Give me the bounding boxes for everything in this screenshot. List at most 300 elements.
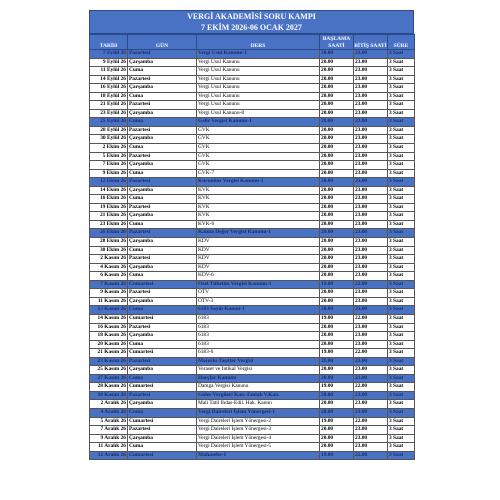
course-cell: Vergi Daireleri İşlem Yönergesi-2	[197, 417, 320, 426]
date-cell: 9 Ekim 26	[90, 169, 128, 178]
start-time-cell: 20.00	[320, 135, 354, 144]
end-time-cell: 23.00	[354, 212, 388, 221]
schedule-sheet	[89, 10, 414, 460]
table-row	[90, 212, 415, 221]
table-row	[90, 220, 415, 229]
table-row	[90, 58, 415, 67]
day-cell: Çarşamba	[128, 109, 197, 118]
duration-cell: 3 Saat	[388, 220, 415, 229]
duration-cell: 3 Saat	[388, 391, 415, 400]
end-time-cell: 23.00	[354, 263, 388, 272]
table-row	[90, 443, 415, 452]
duration-cell: 3 Saat	[388, 434, 415, 443]
start-time-cell: 20.00	[320, 178, 354, 187]
end-time-cell: 23.00	[354, 255, 388, 264]
end-time-cell: 23.00	[354, 161, 388, 170]
end-time-cell: 23.00	[354, 75, 388, 84]
date-cell: 2 Aralık 26	[90, 400, 128, 409]
day-cell: Cuma	[128, 92, 197, 101]
table-row	[90, 357, 415, 366]
date-cell: 2 Kasım 26	[90, 255, 128, 264]
duration-cell: 3 Saat	[388, 357, 415, 366]
date-cell: 23 Ekim 26	[90, 220, 128, 229]
table-row	[90, 417, 415, 426]
table-row	[90, 195, 415, 204]
end-time-cell: 23.00	[354, 67, 388, 76]
course-cell: Gelir Vergisi Kanunu-1	[197, 118, 320, 127]
day-cell: Cumartesi	[128, 383, 197, 392]
table-row	[90, 255, 415, 264]
end-time-cell: 23.00	[354, 391, 388, 400]
day-cell: Pazartesi	[128, 357, 197, 366]
duration-cell: 3 Saat	[388, 349, 415, 358]
schedule-title	[89, 10, 414, 34]
date-cell: 5 Aralık 26	[90, 417, 128, 426]
start-time-cell: 20.00	[320, 109, 354, 118]
date-cell: 7 Ekim 26	[90, 161, 128, 170]
course-cell: KVK	[197, 195, 320, 204]
start-time-cell: 20.00	[320, 246, 354, 255]
date-cell: 21 Kasım 26	[90, 349, 128, 358]
table-row	[90, 340, 415, 349]
day-cell: Çarşamba	[128, 161, 197, 170]
day-cell: Pazartesi	[128, 75, 197, 84]
day-cell: Cuma	[128, 306, 197, 315]
date-cell: 25 Eylül 26	[90, 118, 128, 127]
end-time-cell: 23.00	[354, 178, 388, 187]
day-cell: Cuma	[128, 169, 197, 178]
date-cell: 18 Kasım 26	[90, 332, 128, 341]
duration-cell: 3 Saat	[388, 161, 415, 170]
date-cell: 14 Kasım 26	[90, 314, 128, 323]
duration-cell: 3 Saat	[388, 229, 415, 238]
table-row	[90, 332, 415, 341]
start-time-cell: 19.00	[320, 417, 354, 426]
table-row	[90, 118, 415, 127]
end-time-cell: 23.00	[354, 374, 388, 383]
end-time-cell: 23.00	[354, 323, 388, 332]
date-cell: 21 Ekim 26	[90, 212, 128, 221]
end-time-cell: 23.00	[354, 289, 388, 298]
day-cell: Pazartesi	[128, 101, 197, 110]
course-cell: 6183 Sayılı Kanun-1	[197, 306, 320, 315]
duration-cell: 3 Saat	[388, 152, 415, 161]
duration-cell: 3 Saat	[388, 272, 415, 281]
date-cell: 9 Aralık 26	[90, 434, 128, 443]
date-cell: 20 Kasım 26	[90, 340, 128, 349]
date-cell: 7 Eylül 26	[90, 50, 128, 59]
day-cell: Cumartesi	[128, 280, 197, 289]
course-cell: KVK	[197, 186, 320, 195]
course-cell: Vergi Usul Kanunu	[197, 58, 320, 67]
day-cell: Çarşamba	[128, 186, 197, 195]
duration-cell: 3 Saat	[388, 101, 415, 110]
course-cell: KDV	[197, 238, 320, 247]
course-cell: Vergi Daireleri İşlem Yönergesi-3	[197, 426, 320, 435]
table-row	[90, 144, 415, 153]
table-row	[90, 246, 415, 255]
table-row	[90, 169, 415, 178]
date-cell: 9 Eylül 26	[90, 58, 128, 67]
start-time-cell: 20.00	[320, 195, 354, 204]
course-cell: Gider Vergileri Kan.-Emlak V.Kan.	[197, 391, 320, 400]
day-cell: Çarşamba	[128, 434, 197, 443]
duration-cell: 3 Saat	[388, 374, 415, 383]
table-row	[90, 374, 415, 383]
start-time-cell: 20.00	[320, 238, 354, 247]
end-time-cell: 23.00	[354, 152, 388, 161]
schedule-rows	[90, 50, 415, 460]
course-cell: Mali Tatil İhdas-Edil. Hak. Kanun	[197, 400, 320, 409]
end-time-cell: 23.00	[354, 426, 388, 435]
duration-cell: 3 Saat	[388, 92, 415, 101]
end-time-cell: 23.00	[354, 306, 388, 315]
course-cell: GVK	[197, 126, 320, 135]
duration-cell: 3 Saat	[388, 67, 415, 76]
duration-cell: 3 Saat	[388, 144, 415, 153]
table-row	[90, 152, 415, 161]
day-cell: Pazartesi	[128, 50, 197, 59]
course-cell: Vergi Daireleri İşlem Yönergesi-5	[197, 443, 320, 452]
course-cell: KDV	[197, 246, 320, 255]
end-time-cell: 23.00	[354, 101, 388, 110]
start-time-cell: 20.00	[320, 84, 354, 93]
duration-cell: 3 Saat	[388, 178, 415, 187]
end-time-cell: 23.00	[354, 50, 388, 59]
duration-cell: 3 Saat	[388, 340, 415, 349]
duration-cell: 3 Saat	[388, 195, 415, 204]
duration-cell: 3 Saat	[388, 332, 415, 341]
date-cell: 28 Kasım 26	[90, 383, 128, 392]
table-row	[90, 126, 415, 135]
start-time-cell: 20.00	[320, 263, 354, 272]
date-cell: 11 Aralık 26	[90, 443, 128, 452]
start-time-cell: 20.00	[320, 408, 354, 417]
course-cell: Özel Tüketim Vergisi Kanunu-1	[197, 280, 320, 289]
day-cell: Cuma	[128, 408, 197, 417]
table-row	[90, 238, 415, 247]
day-cell: Çarşamba	[128, 84, 197, 93]
duration-cell: 3 Saat	[388, 255, 415, 264]
day-cell: Cumartesi	[128, 349, 197, 358]
day-cell: Pazartesi	[128, 323, 197, 332]
day-cell: Çarşamba	[128, 212, 197, 221]
duration-cell: 3 Saat	[388, 246, 415, 255]
date-cell: 27 Kasım 26	[90, 374, 128, 383]
end-time-cell: 23.00	[354, 84, 388, 93]
date-cell: 5 Ekim 26	[90, 152, 128, 161]
course-cell: ÖTV-3	[197, 297, 320, 306]
table-row	[90, 272, 415, 281]
end-time-cell: 23.00	[354, 332, 388, 341]
table-row	[90, 306, 415, 315]
end-time-cell: 23.00	[354, 109, 388, 118]
table-row	[90, 135, 415, 144]
end-time-cell: 23.00	[354, 203, 388, 212]
end-time-cell: 23.00	[354, 238, 388, 247]
end-time-cell: 23.00	[354, 297, 388, 306]
end-time-cell: 22.00	[354, 451, 388, 460]
end-time-cell: 23.00	[354, 434, 388, 443]
end-time-cell: 23.00	[354, 144, 388, 153]
start-time-cell: 20.00	[320, 75, 354, 84]
course-cell: KDV	[197, 255, 320, 264]
day-cell: Cuma	[128, 118, 197, 127]
day-cell: Cuma	[128, 443, 197, 452]
end-time-cell: 23.00	[354, 186, 388, 195]
day-cell: Çarşamba	[128, 332, 197, 341]
table-row	[90, 349, 415, 358]
date-cell: 16 Ekim 26	[90, 195, 128, 204]
duration-cell: 3 Saat	[388, 297, 415, 306]
day-cell: Çarşamba	[128, 135, 197, 144]
course-cell: 6183	[197, 314, 320, 323]
start-time-cell: 20.00	[320, 118, 354, 127]
duration-cell: 3 Saat	[388, 366, 415, 375]
course-cell: 6183-6	[197, 349, 320, 358]
column-header-day: GÜN	[128, 35, 197, 50]
start-time-cell: 20.00	[320, 255, 354, 264]
course-cell: Vergi Usul Kanunu	[197, 75, 320, 84]
date-cell: 19 Ekim 26	[90, 203, 128, 212]
course-cell: KDV	[197, 263, 320, 272]
date-cell: 9 Kasım 26	[90, 289, 128, 298]
start-time-cell: 19.00	[320, 383, 354, 392]
end-time-cell: 23.00	[354, 229, 388, 238]
start-time-cell: 20.00	[320, 357, 354, 366]
date-cell: 7 Aralık 26	[90, 426, 128, 435]
duration-cell: 3 Saat	[388, 126, 415, 135]
end-time-cell: 23.00	[354, 408, 388, 417]
table-row	[90, 314, 415, 323]
start-time-cell: 20.00	[320, 306, 354, 315]
day-cell: Çarşamba	[128, 366, 197, 375]
course-cell: Vergi Daireleri İşlem Yönergesi-4	[197, 434, 320, 443]
date-cell: 12 Aralık 26	[90, 451, 128, 460]
duration-cell: 3 Saat	[388, 118, 415, 127]
duration-cell: 3 Saat	[388, 289, 415, 298]
date-cell: 25 Kasım 26	[90, 366, 128, 375]
day-cell: Pazartesi	[128, 203, 197, 212]
course-cell: 6183	[197, 323, 320, 332]
start-time-cell: 20.00	[320, 144, 354, 153]
start-time-cell: 19.00	[320, 280, 354, 289]
start-time-cell: 20.00	[320, 289, 354, 298]
schedule-table	[89, 34, 415, 460]
duration-cell: 3 Saat	[388, 323, 415, 332]
start-time-cell: 20.00	[320, 152, 354, 161]
table-row	[90, 203, 415, 212]
start-time-cell: 20.00	[320, 323, 354, 332]
table-row	[90, 75, 415, 84]
day-cell: Cuma	[128, 272, 197, 281]
start-time-cell: 19.00	[320, 451, 354, 460]
start-time-cell: 20.00	[320, 92, 354, 101]
table-row	[90, 161, 415, 170]
date-cell: 4 Kasım 26	[90, 263, 128, 272]
date-cell: 12 Ekim 26	[90, 178, 128, 187]
column-header-end: BİTİŞ SAATİ	[354, 35, 388, 50]
start-time-cell: 20.00	[320, 426, 354, 435]
end-time-cell: 23.00	[354, 58, 388, 67]
start-time-cell: 20.00	[320, 126, 354, 135]
start-time-cell: 20.00	[320, 272, 354, 281]
day-cell: Cuma	[128, 374, 197, 383]
course-cell: Vergi Usul Kanunu-1	[197, 50, 320, 59]
date-cell: 4 Aralık 26	[90, 408, 128, 417]
start-time-cell: 20.00	[320, 366, 354, 375]
day-cell: Çarşamba	[128, 238, 197, 247]
day-cell: Pazartesi	[128, 229, 197, 238]
end-time-cell: 23.00	[354, 246, 388, 255]
course-cell: 6183	[197, 332, 320, 341]
table-row	[90, 400, 415, 409]
duration-cell: 3 Saat	[388, 75, 415, 84]
table-row	[90, 101, 415, 110]
table-row	[90, 67, 415, 76]
start-time-cell: 20.00	[320, 161, 354, 170]
table-row	[90, 186, 415, 195]
start-time-cell: 20.00	[320, 212, 354, 221]
start-time-cell: 20.00	[320, 391, 354, 400]
end-time-cell: 23.00	[354, 272, 388, 281]
start-time-cell: 19.00	[320, 349, 354, 358]
course-cell: Vergi Usul Kanunu	[197, 92, 320, 101]
date-cell: 30 Kasım 26	[90, 391, 128, 400]
duration-cell: 3 Saat	[388, 109, 415, 118]
start-time-cell: 20.00	[320, 297, 354, 306]
end-time-cell: 23.00	[354, 126, 388, 135]
course-cell: GVK	[197, 135, 320, 144]
date-cell: 6 Kasım 26	[90, 272, 128, 281]
course-cell: ÖTV	[197, 289, 320, 298]
course-cell: Veraset ve İntikal Vergisi	[197, 366, 320, 375]
table-row	[90, 408, 415, 417]
course-cell: Damga Vergisi Kanunu	[197, 383, 320, 392]
duration-cell: 3 Saat	[388, 203, 415, 212]
end-time-cell: 23.00	[354, 169, 388, 178]
course-cell: KVK	[197, 203, 320, 212]
date-cell: 7 Kasım 26	[90, 280, 128, 289]
date-cell: 18 Eylül 26	[90, 92, 128, 101]
duration-cell: 3 Saat	[388, 280, 415, 289]
table-row	[90, 297, 415, 306]
day-cell: Cumartesi	[128, 417, 197, 426]
day-cell: Cuma	[128, 340, 197, 349]
start-time-cell: 20.00	[320, 434, 354, 443]
duration-cell: 3 Saat	[388, 50, 415, 59]
end-time-cell: 23.00	[354, 195, 388, 204]
day-cell: Cuma	[128, 220, 197, 229]
course-cell: Harçlar Kanunu	[197, 374, 320, 383]
start-time-cell: 20.00	[320, 229, 354, 238]
course-cell: Muhasebe-1	[197, 451, 320, 460]
duration-cell: 3 Saat	[388, 417, 415, 426]
column-header-duration: SÜRE	[388, 35, 415, 50]
course-cell: GVK	[197, 144, 320, 153]
date-cell: 21 Eylül 26	[90, 101, 128, 110]
table-row	[90, 289, 415, 298]
table-row	[90, 426, 415, 435]
day-cell: Cumartesi	[128, 451, 197, 460]
start-time-cell: 20.00	[320, 203, 354, 212]
day-cell: Cuma	[128, 144, 197, 153]
start-time-cell: 20.00	[320, 50, 354, 59]
day-cell: Çarşamba	[128, 58, 197, 67]
date-cell: 16 Eylül 26	[90, 84, 128, 93]
title-line-2: 7 EKİM 2026-06 OCAK 2027	[201, 23, 302, 32]
end-time-cell: 23.00	[354, 366, 388, 375]
duration-cell: 3 Saat	[388, 84, 415, 93]
end-time-cell: 22.00	[354, 280, 388, 289]
end-time-cell: 23.00	[354, 340, 388, 349]
date-cell: 28 Eylül 26	[90, 126, 128, 135]
date-cell: 2 Ekim 26	[90, 144, 128, 153]
start-time-cell: 20.00	[320, 374, 354, 383]
start-time-cell: 20.00	[320, 58, 354, 67]
day-cell: Çarşamba	[128, 263, 197, 272]
end-time-cell: 22.00	[354, 383, 388, 392]
end-time-cell: 23.00	[354, 92, 388, 101]
duration-cell: 3 Saat	[388, 169, 415, 178]
column-header-course: DERS	[197, 35, 320, 50]
table-row	[90, 109, 415, 118]
date-cell: 11 Kasım 26	[90, 297, 128, 306]
date-cell: 30 Eylül 26	[90, 135, 128, 144]
day-cell: Cumartesi	[128, 314, 197, 323]
start-time-cell: 20.00	[320, 220, 354, 229]
table-row	[90, 50, 415, 59]
date-cell: 14 Eylül 26	[90, 75, 128, 84]
day-cell: Pazartesi	[128, 126, 197, 135]
table-row	[90, 391, 415, 400]
date-cell: 11 Eylül 26	[90, 67, 128, 76]
duration-cell: 3 Saat	[388, 212, 415, 221]
end-time-cell: 23.00	[354, 118, 388, 127]
date-cell: 30 Ekim 26	[90, 246, 128, 255]
start-time-cell: 20.00	[320, 332, 354, 341]
course-cell: 6183	[197, 340, 320, 349]
course-cell: Vergi Daireleri İşlem Yönergesi-1	[197, 408, 320, 417]
course-cell: GVK	[197, 152, 320, 161]
table-row	[90, 84, 415, 93]
date-cell: 16 Kasım 26	[90, 323, 128, 332]
day-cell: Pazartesi	[128, 152, 197, 161]
table-row	[90, 434, 415, 443]
table-row	[90, 366, 415, 375]
start-time-cell: 20.00	[320, 169, 354, 178]
course-cell: KVK	[197, 212, 320, 221]
end-time-cell: 23.00	[354, 357, 388, 366]
course-cell: Vergi Usul Kanunu	[197, 101, 320, 110]
day-cell: Çarşamba	[128, 297, 197, 306]
start-time-cell: 20.00	[320, 340, 354, 349]
duration-cell: 3 Saat	[388, 426, 415, 435]
date-cell: 14 Ekim 26	[90, 186, 128, 195]
course-cell: Kurumlar Vergisi Kanunu-1	[197, 178, 320, 187]
day-cell: Cuma	[128, 195, 197, 204]
duration-cell: 3 Saat	[388, 135, 415, 144]
day-cell: Cuma	[128, 246, 197, 255]
day-cell: Pazartesi	[128, 426, 197, 435]
column-header-date: TARİH	[90, 35, 128, 50]
duration-cell: 3 Saat	[388, 306, 415, 315]
day-cell: Cuma	[128, 67, 197, 76]
table-row	[90, 280, 415, 289]
course-cell: GVK	[197, 161, 320, 170]
table-row	[90, 263, 415, 272]
day-cell: Çarşamba	[128, 400, 197, 409]
